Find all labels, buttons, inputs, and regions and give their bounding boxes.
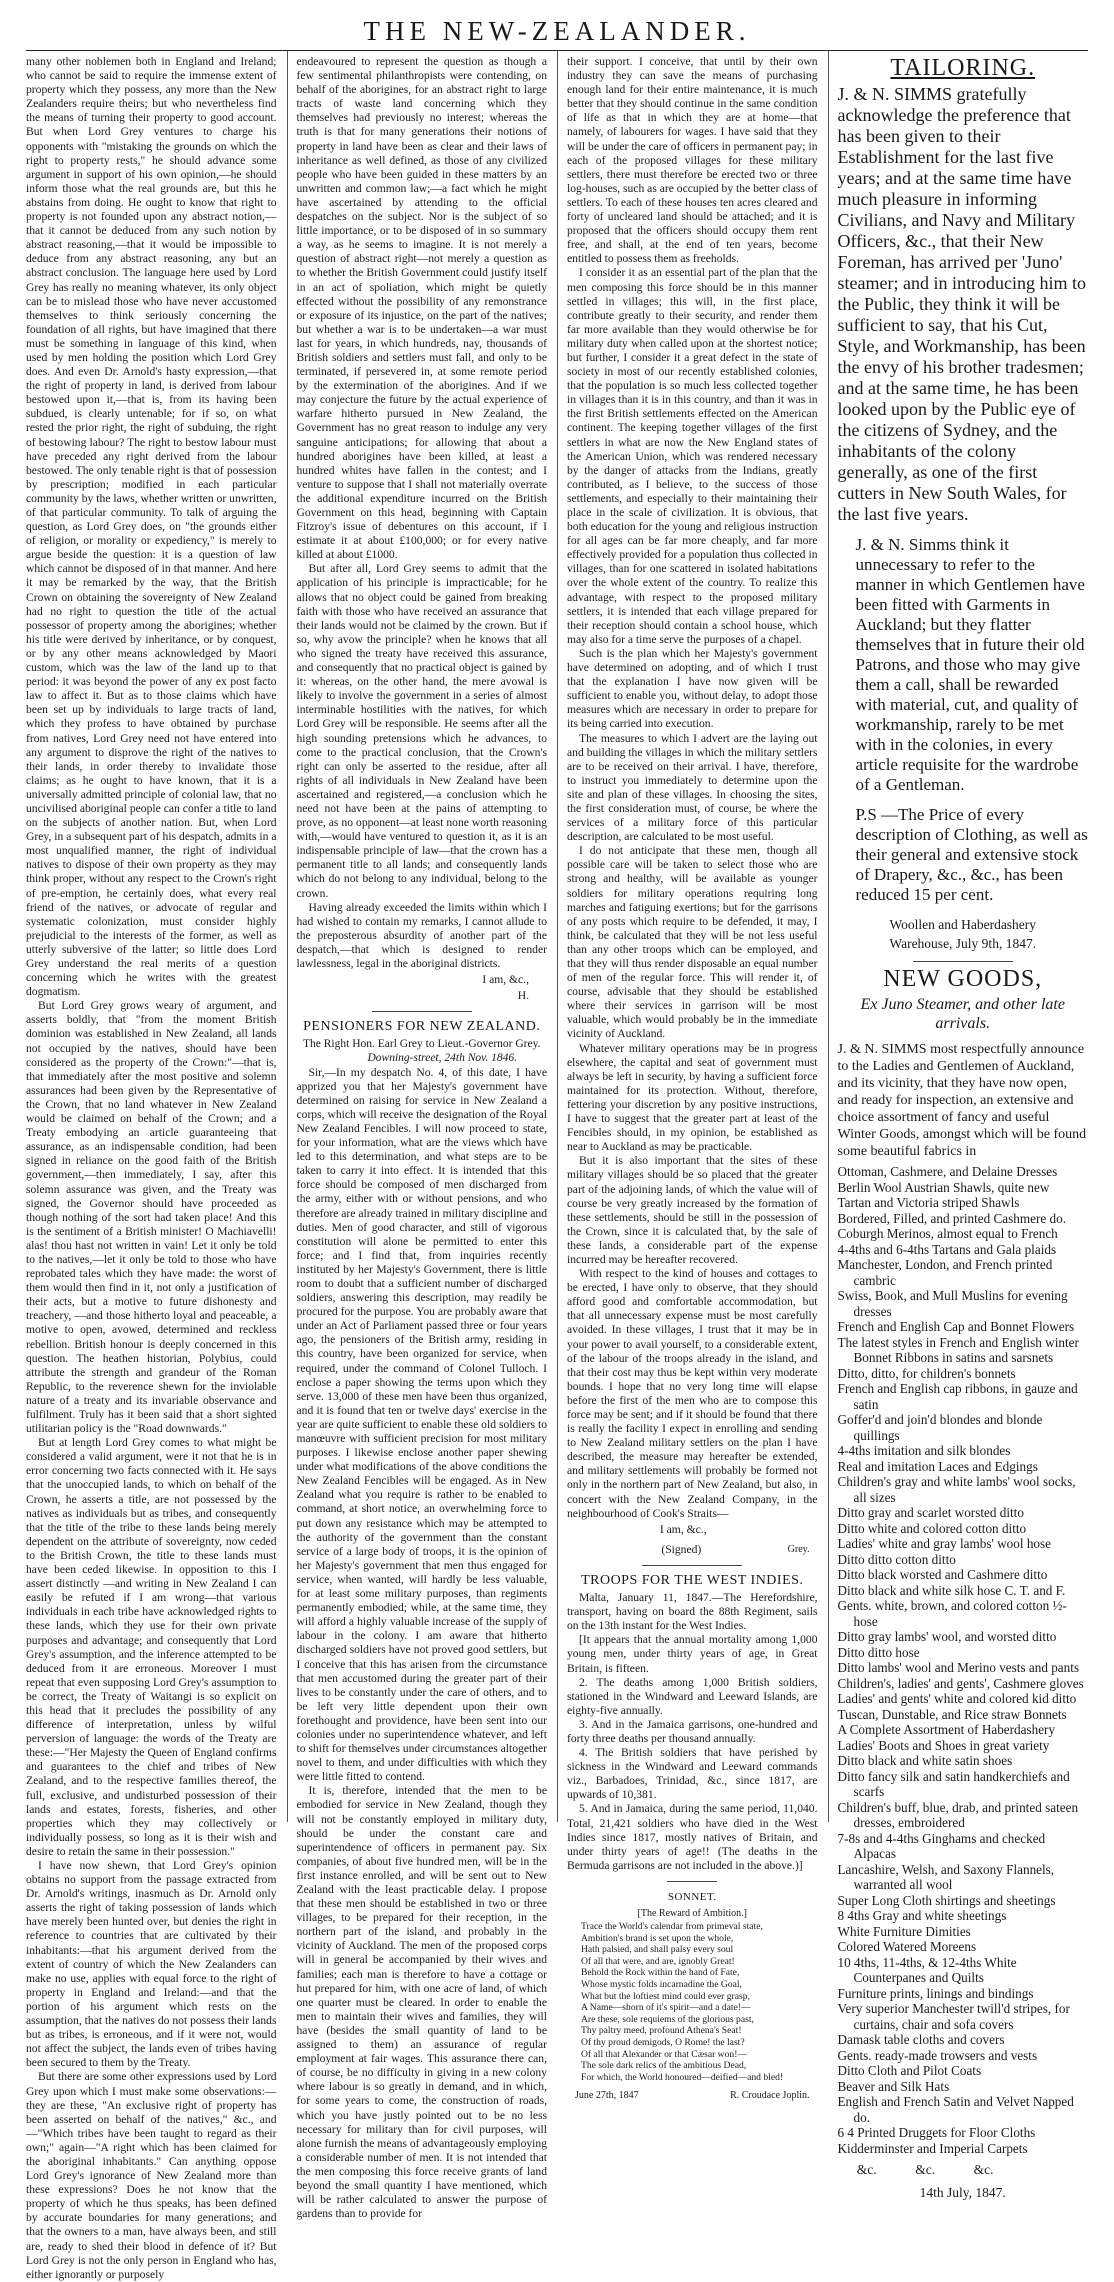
list-item: Bordered, Filled, and printed Cashmere do. <box>837 1210 1067 1226</box>
signature-label: (Signed) <box>661 1542 702 1556</box>
article-paragraph: 5. And in Jamaica, during the same period, 11,040. Total, 21,421 soldiers who have died in the West Indies since 1817, mostly natives of Britain, and under thirty years of age!! (The deaths in the Bermuda garrisons are not included in the above.)] <box>567 1802 818 1872</box>
goods-list <box>838 1164 1089 2156</box>
divider <box>667 1881 717 1882</box>
advert-date: Warehouse, July 9th, 1847. <box>889 936 1037 951</box>
list-item: 4-4ths and 6-4ths Tartans and Gala plaids <box>837 1241 1057 1257</box>
advert-heading: TAILORING. <box>890 55 1036 81</box>
divider <box>642 1565 742 1566</box>
column-3 <box>557 51 818 2102</box>
poem-body <box>581 1921 818 2083</box>
masthead: THE NEW-ZEALANDER. <box>363 16 751 46</box>
list-item: 7-8s and 4-4ths Ginghams and checked Alpacas <box>837 1830 1046 1861</box>
poem-line: Hath palsied, and shall palsy every soul <box>581 1944 734 1956</box>
list-item: 4-4ths imitation and silk blondes <box>837 1443 1011 1458</box>
list-item: Gents. white, brown, and colored cotton ½-hose <box>837 1598 1067 1629</box>
article-paragraph: But there are some other expressions used by Lord Grey upon which I must make some observations:—they are these, "An exclusive right of property has been asserted on behalf of the natives," &c., and—"Which tribes have been taught to regard as their own;" again—"A right which has been claimed for the aboriginal inhabitants." Can anything oppose Lord Grey's ignorance of New Zealand more than these expressions? Does he not know that the property of which he thus speaks, has been defined by accurate boundaries for many generations; and that the owners to a man, have always been, and still are, ready to shed their blood in defence of it? But Lord Grey is not the only person in England who has, either ignorantly or purposely <box>26 2070 277 2281</box>
poem-line: Are these, sole requiems of the glorious past, <box>581 2013 754 2025</box>
list-item: Kidderminster and Imperial Carpets <box>837 2140 1028 2156</box>
article-paragraph: I have now shewn, that Lord Grey's opinion obtains no support from the passage extracted from Dr. Arnold's writings, inasmuch as Dr. Arnold only asserts the right of taking possession of lands which have merely been hunted over, but denies the right in reference to countries that are cultivated by their inhabitants:—that his argument derived from the extent of country of which the New Zealanders can make no use, applies with equal force to the right of property in England and Ireland:—and that the portion of his argument which rests on the assumption, that the natives do not possess their lands but as tribes, is erroneous, and if it were not, would not affect the subject, the lands even of tribes having been secured to them by the Treaty. <box>26 1859 277 2070</box>
article-paragraph: But it is also important that the sites of these military villages should be so placed that the greater part of the adjoining lands, of which the value will of course be very greatly increased by the formation of these settlements, should be still in the possession of the Crown, since it is calculated that, by the sale of these lands, a considerable part of the expense incurred may be hereafter recovered. <box>567 1154 818 1266</box>
poem-author: R. Croudace Joplin. <box>730 2090 810 2102</box>
list-item: Ditto ditto hose <box>837 1644 920 1660</box>
letter-closing: I am, &c., <box>482 973 529 987</box>
list-item: Lancashire, Welsh, and Saxony Flannels, warranted all wool <box>837 1861 1055 1892</box>
poem-line: What but the loftiest mind could ever grasp, <box>581 1990 750 2002</box>
article-paragraph: But after all, Lord Grey seems to admit that the application of his principle is impracticable; for he allows that no object could be gained from breaking faith with those who have received an assurance that their lands would not be claimed by the crown. But if so, why avow the principle? when he knows that all who signed the treaty have received this assurance, and consequently that no practical object is gained by it: whereas, on the other hand, the mere avowal is likely to involve the government in a series of almost interminable hostilities with the natives, for which Lord Grey will be responsible. He seems after all the high sounding pretensions which he advances, to come to the practical conclusion, that the Crown's right can only be asserted to the residue, after all rights of all individuals in New Zealand have been ascertained and registered,—a conclusion which he need not have been at the pains of attempting to prove, as no opponent—at least none worth reasoning with,—would have ventured to question it, as it is an indispensable principle of law—that the crown has a permanent title to all lands; and consequently lands which do not belong to any individual, belong to the crown. <box>296 562 547 900</box>
article-paragraph: 2. The deaths among 1,000 British soldiers, stationed in the Windward and Leeward Islands, are eighty-five annually. <box>567 1675 818 1717</box>
article-paragraph: The measures to which I advert are the laying out and building the villages in which the military settlers are to be received on their arrival. I have, therefore, to instruct you immediately to determine upon the site and plan of these villages. In choosing the sites, the first consideration must, of course, be where the services of a military force of this particular description, are calculated to be most useful. <box>567 731 818 844</box>
article-paragraph: It is, therefore, intended that the men to be embodied for service in New Zealand, though they will not be constantly employed in military duty, should be under the constant care and superintendence of officers in permanent pay. Six companies, of about five hundred men, will be in the first instance enrolled, and will be sent out to New Zealand with the least practicable delay. I propose that these men should be established in two or three villages, to be prepared for their reception, in the northern part of the island, and probably in the vicinity of Auckland. The men of the proposed corps will in general be accompanied by their wives and families; each man is therefore to have a cottage or hut prepared for him, with one acre of land, of which one quarter must be cleared. In order to enable the men to maintain their wives and families, they will have (besides the small quantity of land to be assigned to them) an assurance of regular employment at fair wages. This assurance there can, of course, be no difficulty in giving in a new colony where labour is so greatly in demand, and in which, for some years to come, the construction of roads, which you have justly pointed out to be no less necessary for military than for civil purposes, will alone furnish the means of advantageously employing a considerable number of men. It is not intended that the men composing this force receive grants of land beyond the small quantity I have mentioned, which will be rather calculated to answer the purpose of gardens than to provide for <box>296 1784 547 2221</box>
signature-name: Grey. <box>787 1543 810 1555</box>
advert-postscript: P.S —The Price of every description of Clothing, as well as their general and extensive stock of Drapery, &c., &c., has been reduced 15 per cent. <box>855 805 1088 904</box>
list-item: Damask table cloths and covers <box>837 2032 1005 2047</box>
list-item: Ditto lambs' wool and Merino vests and pants <box>837 1660 1080 1675</box>
list-item: Goffer'd and join'd blondes and blonde quillings <box>837 1412 1043 1443</box>
list-item: 8 4ths Gray and white sheetings <box>837 1908 1007 1923</box>
advert-body: J. & N. Simms think it unnecessary to refer to the manner in which Gentlemen have been fitted with Garments in Auckland; but they flatter themselves that in future their old Patrons, and those who may give them a call, shall be rewarded with material, cut, and quality of workmanship, rarely to be met with in the colonies, in every article requisite for the wardrobe of a Gentleman. <box>855 535 1085 794</box>
etc-mark: &c. <box>915 2162 936 2177</box>
etc-mark: &c. <box>856 2162 877 2177</box>
poem-line: A Name—shorn of it's spirit—and a date!— <box>581 2002 751 2014</box>
poem-title: SONNET. <box>667 1890 717 1903</box>
list-item: White Furniture Dimities <box>837 1923 971 1939</box>
article-paragraph: many other noblemen both in England and Ireland; who cannot be said to require the immense extent of property which they possess, any more than the New Zealanders require theirs; but who nevertheless find the means of turning their property to good account. But when Lord Grey ventures to charge his opponents with "mistaking the grounds on which the right to property rests," he should advance some argument in support of his own opinion,—he should inform those what the real grounds are, but this he abstains from doing. He ought to know that right to property is not founded upon any abstract notion,—that it cannot be deduced from any such notion by abstract reasoning,—that it would be impossible to deduce from any abstract reasoning, any but an abstract conclusion. The language here used by Lord Grey has really no meaning whatever, its only object can be to mislead those who have never accustomed themselves to think seriously concerning the foundation of all rights, but have imagined that there must be something in language of this kind, when used by men holding the position which Lord Grey does. And even Dr. Arnold's hasty expression,—that the right of property in land, is derived from labour bestowed upon it,—that is, from its having been subdued, is clearly untenable; for if so, on what rested the prior right, the right of subduing, the right of bestowing labour? The right to bestow labour must have preceded any right derived from the labour bestowed. The only tenable right is that of possession by prescription; modified in each particular community by the laws, whether written or unwritten, of that particular community. To talk of arguing the question, as Lord Grey does, on "the grounds either of religion, or morality or expediency," is merely to argue beside the question: it is a question of law which cannot be disposed of in that manner. And here it may be remarked by the way, that the British Crown on obtaining the sovereignty of New Zealand had no right to question the title of the actual possessor of property among the aborigines; whether his title were derived by inheritance, or by conquest, or by any other means acknowledged by Maori custom, which was the law of the land up to that period: it was beyond the power of any ex post facto law to affect it. But as to those claims which have been set up by individuals to large tracts of land, which they profess to have obtained by purchase from natives, Lord Grey need not have entered into any argument to disprove the right of the natives to their lands, in order thereby to invalidate those claims; as he ought to have known, that it is a universally admitted principle of colonial law, that no uncivilised aboriginal people can confer a title to land on the subjects of another nation. But, when Lord Grey, in a subsequent part of his despatch, admits in a most unqualified manner, the right of individual natives to dispose of their own property as they may think proper, without any respect to the Crown's right of pre-emption, he certainly does, what every real friend of the natives, or advocate of regular and systematic colonization, must consider highly prejudicial to the interests of the former, as well as utterly subversive of the latter; so little does Lord Grey understand the real merits of a question concerning which he writes with the greatest dogmatism. <box>26 55 277 999</box>
advert-heading: NEW GOODS, <box>883 966 1043 992</box>
etc-row <box>838 2160 1013 2179</box>
article-paragraph: But at length Lord Grey comes to what might be considered a valid argument, were it not that he is in error concerning two facts connected with it. He says that the unoccupied lands, to which on behalf of the Crown, he asserts a title, are not possessed by the natives as individuals but as tribes, and consequently that the title of the tribe to these lands being merely dependent on the attribute of sovereignty, now ceded to the British Crown, the title to these lands must have been ceded likewise. In opposition to this I assert distinctly —and writing in New Zealand I can easily be refuted if I am wrong—that various individuals in each tribe have acknowledged rights to these lands, which they use for their own private purposes and advantage; and consequently that Lord Grey's assumption, and the inference attempted to be deduced from it are erroneous. Moreover I must repeat that even supposing Lord Grey's assumption to be correct, the Treaty of Waitangi is so explicit on this head that it precludes the possibility of any difference of interpretation, unless by wilful perversion of language: the words of the Treaty are these:—"Her Majesty the Queen of England confirms and guarantees to the chief and tribes of New Zealand, and to the respective families thereof, the full, exclusive, and undisturbed possession of their lands and estates, forests, fisheries, and other properties which they may collectively or individually possess, so long as it is their wish and desire to retain the same in their possession." <box>26 1436 277 1858</box>
poem-line: Of all that were, and are, ignobly Great! <box>581 1955 735 1967</box>
list-item: Ditto ditto cotton ditto <box>837 1551 956 1567</box>
article-paragraph: Such is the plan which her Majesty's government have determined on adopting, and of which I trust that the explanation I have now given will be sufficient to enable you, without delay, to adopt those measures which are necessary in order to prepare for its being carried into execution. <box>567 646 818 731</box>
list-item: Ditto fancy silk and satin handkerchiefs and scarfs <box>837 1768 1070 1799</box>
list-item: A Complete Assortment of Haberdashery <box>837 1722 1056 1737</box>
article-paragraph: Whatever military operations may be in progress elsewhere, the capital and seat of government must always be left in security, by having a sufficient force maintained for its protection. Without, therefore, fettering your discretion by any positive instructions, I have to suggest that the greater part at least of the Fencibles should, in my opinion, be established as near to Auckland as may be practicable. <box>567 1041 818 1154</box>
advert-intro: J. & N. SIMMS most respectfully announce to the Ladies and Gentlemen of Auckland, and its vicinity, that they have now open, and ready for inspection, an extensive and choice assortment of fancy and useful Winter Goods, amongst which will be found some beautiful fabrics in <box>837 1042 1087 1159</box>
list-item: Ladies' Boots and Shoes in great variety <box>837 1737 1050 1753</box>
list-item: Children's, ladies' and gents', Cashmere gloves <box>837 1675 1084 1691</box>
list-item: Manchester, London, and French printed cambric <box>837 1257 1053 1288</box>
poem-date: June 27th, 1847 <box>575 2090 639 2102</box>
poem-line: Of all that Alexander or that Cæsar won!— <box>581 2048 747 2060</box>
list-item: Tuscan, Dunstable, and Rice straw Bonnets <box>837 1706 1067 1722</box>
article-paragraph: Sir,—In my despatch No. 4, of this date, I have apprized you that her Majesty's government have determined on raising for service in New Zealand a corps, which will receive the designation of the Royal New Zealand Fencibles. I will now proceed to state, for your information, what are the views which have led to this determination, and what steps are to be taken to carry it into effect. It is intended that this force should be composed of men discharged from the army, either with or without pensions, and who therefore are already trained in military discipline and duties. Men of good character, and still of vigorous constitution will alone be permitted to enter this force; and I find that, from inquiries recently instituted by her Majesty's Government, there is little room to doubt that a sufficient number of discharged soldiers, answering this description, may readily be procured for the purpose. You are probably aware that under an Act of Parliament passed three or four years ago, the pensioners of the British army, residing in this country, have been organized for service, when required, under the command of Colonel Tulloch. I enclose a paper showing the terms upon which they serve. 13,000 of these men have been thus organized, and it is found that ten or twelve days' exercise in the year are quite sufficient to enable these old soldiers to manœuvre with sufficient precision for most military purposes. I likewise enclose another paper shewing under what modifications of the above conditions the New Zealand Fencibles will be engaged. As in New Zealand what you require is rather to be enabled to command, at short notice, an overwhelming force to put down any resistance which may be attempted to the authority of the government than the constant service of a large body of troops, it is the opinion of her Majesty's government that men thus engaged for service, when wanted, will hardly be less valuable, for at least some military purposes, than regiments permanently embodied; while, at the same time, they will afford a highly valuable increase of the supply of labour in the colony. I am aware that hitherto discharged soldiers have not proved good settlers, but I conceive that this has arisen from the circumstance that men accustomed during the greater part of their lives to be constantly under the care of others, and to be left very little dependent upon their own forethought and providence, have been sent into our colonies under no superintendence whatever, and left to shift for themselves under circumstances altogether novel to them, and under difficulties with which they were little fitted to contend. <box>296 1065 547 1784</box>
list-item: Colored Watered Moreens <box>837 1939 977 1954</box>
poem-line: For which, the World honoured—deified—and bled! <box>581 2071 784 2083</box>
poem-line: Of thy proud demigods, O Rome! the last? <box>581 2037 745 2049</box>
list-item: Real and imitation Laces and Edgings <box>837 1458 1038 1474</box>
article-paragraph: endeavoured to represent the question as though a few sentimental philanthropists were contending, on behalf of the aborigines, for an abstract right to large tracts of waste land concerning which they themselves had previously no interest; whereas the truth is that for many generations their notions of property in land have been as clear and their laws of inheritance as well defined, as those of any civilized people who have been guided in these matters by an unwritten and common law;—a fact which he might have ascertained by attending to the official despatches on the subject. Nor is the subject of so little importance, or to be disposed of in so summary a way, as he seems to imagine. It is not merely a question of abstract right—not merely a question as to whether the British Government could justify itself in an act of spoliation, which might be quietly effected without the possibility of any remonstrance or exposure of its injustice, on the part of the natives; but whether a war is to be undertaken—a war must last for years, in which hundreds, nay, thousands of British soldiers and settlers must fall, and only to be terminated, if persevered in, at some remote period by the extermination of the aborigines. And if we may conjecture the future by the actual experience of warfare hitherto pursued in New Zealand, the Government has no great reason to indulge any very sanguine anticipations; for allowing that about a hundred aborigines have been killed, at least a hundred whites have fallen in the contest; and I venture to suppose that I shall not materially overrate the additional expenditure incurred on the British Government on this head, beginning with Captain Fitzroy's issue of debentures on this account, if I estimate it at about £100,000; or for every native killed at about £1000. <box>296 55 547 562</box>
article-paragraph: Malta, January 11, 1847.—The Herefordshire, transport, having on board the 88th Regiment, sails on the 13th instant for the West Indies. <box>567 1591 818 1633</box>
list-item: 10 4ths, 11-4ths, & 12-4ths White Counterpanes and Quilts <box>837 1954 1017 1985</box>
article-heading: TROOPS FOR THE WEST INDIES. <box>581 1572 804 1588</box>
column-2 <box>287 51 548 2221</box>
poem-footer <box>575 2089 810 2103</box>
advert-store: Woollen and Haberdashery <box>889 917 1037 932</box>
list-item: Ladies' and gents' white and colored kid ditto <box>837 1691 1077 1706</box>
poem-line: Behold the Rock within the hand of Fate, <box>581 1967 740 1979</box>
list-item: Beaver and Silk Hats <box>837 2078 950 2094</box>
divider <box>372 1011 472 1012</box>
article-dateline: Downing-street, 24th Nov. 1846. <box>367 1052 517 1065</box>
article-paragraph: I do not anticipate that these men, though all possible care will be taken to select those who are strong and healthy, will be available as younger soldiers for military operations requiring long marches and fatiguing exertions; but for the garrisons of any posts which require to be defended, it may, I think, be calculated that they will be not less useful than any other troops which can be employed, and that they will thus render disposable an equal number of men of the regular force. This will render it, of course, advisable that they should be established where their services in garrison will be most valuable, which would probably be in the immediate vicinity of Auckland. <box>567 844 818 1041</box>
list-item: 6 4 Printed Druggets for Floor Cloths <box>837 2125 1036 2140</box>
list-item: Gents. ready-made trowsers and vests <box>837 2047 1038 2063</box>
signature-row <box>575 1543 810 1557</box>
article-paragraph: Having already exceeded the limits within which I had wished to contain my remarks, I cannot allude to the preposterous absurdity of another part of the despatch,—that which is designed to render lawlessness, legal in the aboriginal districts. <box>296 900 547 970</box>
advert-subheading: Ex Juno Steamer, and other late arrivals. <box>860 996 1065 1032</box>
letter-initial: H. <box>517 989 529 1003</box>
list-item: Tartan and Victoria striped Shawls <box>837 1195 1020 1210</box>
list-item: Children's buff, blue, drab, and printed sateen dresses, embroidered <box>837 1799 1079 1830</box>
list-item: Ditto black and white satin shoes <box>837 1753 1013 1768</box>
article-paragraph: [It appears that the annual mortality among 1,000 young men, under thirty years of age, in Great Britain, is fifteen. <box>567 1633 818 1675</box>
article-paragraph: With respect to the kind of houses and cottages to be erected, I have only to observe, that they should afford good and comfortable accommodation, but that all unnecessary expense must be most carefully avoided. In these villages, I trust that it may be in your power to avail yourself, to a considerable extent, of the labour of the troops already in the island, and that their cost may thus be kept within very moderate bounds. I hope that no very long time will elapse before the first of the men who are to compose this force may be sent; and if it should be found that there is really the facility I expect in enrolling and sending to New Zealand military settlers on the plan I have described, the measure may hereafter be extended, and military settlements will probably be formed not only in the northern part of New Zealand, but also, in concert with the New Zealand Company, in the neighbourhood of Cook's Straits— <box>567 1267 818 1520</box>
list-item: Berlin Wool Austrian Shawls, quite new <box>837 1179 1050 1195</box>
list-item: Ottoman, Cashmere, and Delaine Dresses <box>837 1164 1058 1179</box>
list-item: Ditto white and colored cotton ditto <box>837 1520 1027 1536</box>
list-item: Super Long Cloth shirtings and sheetings <box>837 1892 1056 1908</box>
column-1 <box>26 51 277 2281</box>
list-item: French and English Cap and Bonnet Flowers <box>837 1319 1075 1334</box>
poem-line: Whose mystic folds incarnadine the Goal, <box>581 1979 742 1991</box>
list-item: Ditto Cloth and Pilot Coats <box>837 2063 982 2078</box>
advert-date: 14th July, 1847. <box>919 2185 1006 2200</box>
list-item: Swiss, Book, and Mull Muslins for evening dresses <box>837 1288 1068 1319</box>
list-item: French and English cap ribbons, in gauze and satin <box>837 1381 1078 1412</box>
list-item: Furniture prints, linings and bindings <box>837 1985 1034 2001</box>
list-item: English and French Satin and Velvet Napped do. <box>837 2094 1074 2125</box>
list-item: Coburgh Merinos, almost equal to French <box>837 1226 1058 1241</box>
list-item: Ditto, ditto, for children's bonnets <box>837 1365 1016 1381</box>
list-item: Ditto gray and scarlet worsted ditto <box>837 1505 1024 1520</box>
columns <box>26 50 1088 2281</box>
poem-line: The sole dark relics of the ambitious Dead, <box>581 2060 747 2072</box>
letter-closing: I am, &c., <box>659 1522 707 1536</box>
advert-body: J. & N. SIMMS gratefully acknowledge the preference that has been given to their Establishment for the last five years; and at the same time have much pleasure in informing Civilians, and Navy and Military Officers, &c., that their New Foreman, has arrived per 'Juno' steamer; and in introducing him to the Public, they think it will be sufficient to say, that his Cut, Style, and Workmanship, has been the envy of his brother tradesmen; and at the same time, he has been looked upon by the Public eye of the citizens of Sydney, and the inhabitants of the colony generally, as one of the first cutters in New South Wales, for the last five years. <box>837 84 1086 524</box>
poem-line: Ambition's brand is set upon the whole, <box>581 1932 734 1944</box>
article-heading: PENSIONERS FOR NEW ZEALAND. <box>303 1019 541 1035</box>
etc-mark: &c. <box>973 2162 994 2177</box>
divider <box>913 961 1013 962</box>
list-item: Children's gray and white lambs' wool socks, all sizes <box>837 1474 1076 1505</box>
poem-line: Trace the World's calendar from primeval state, <box>581 1921 763 1933</box>
list-item: Ditto black and white silk hose C. T. and F. <box>837 1582 1066 1598</box>
article-byline: The Right Hon. Earl Grey to Lieut.-Governor Grey. <box>303 1038 541 1051</box>
article-paragraph: their support. I conceive, that until by their own industry they can save the means of purchasing enough land for their entire maintenance, it is much better that they should continue in the same condition of life as that in which they are at home—that namely, of labourers for wages. I have said that they will be under the care of officers in permanent pay; in each of the proposed villages for these military settlers, there must therefore be erected two or three log-houses, such as are occupied by the better class of settlers. To each of these houses ten acres cleared and forty of uncleared land should be attached; and it is proposed that the officers should occupy them rent free, and shall, at the end of ten years, become entitled to possess them as freeholds. <box>567 55 818 266</box>
poem-subtitle: [The Reward of Ambition.] <box>637 1908 747 1919</box>
list-item: Ditto black worsted and Cashmere ditto <box>837 1567 1048 1582</box>
poem-line: Thy paltry meed, profound Athena's Seat! <box>581 2025 742 2037</box>
list-item: The latest styles in French and English winter Bonnet Ribbons in satins and sarsnets <box>837 1334 1079 1365</box>
article-paragraph: 4. The British soldiers that have perished by sickness in the Windward and Leeward commands viz., Barbadoes, Trinidad, &c., since 1817, are upwards of 10,381. <box>567 1746 818 1802</box>
list-item: Ditto gray lambs' wool, and worsted ditto <box>837 1629 1057 1644</box>
article-paragraph: I consider it as an essential part of the plan that the men composing this force should be in this manner settled in villages; this will, in the first place, contribute greatly to their security, and render them far more available than they would otherwise be for military duty when called upon at the shortest notice; but further, I consider it a great defect in the state of society in most of our recently established colonies, that the population is so much less collected together in villages than it is in this country, and than it was in the first British settlements effected on the American continent. The keeping together villages of the first settlers in what are now the New England states of the American Union, which was rendered necessary by the danger of attacks from the Indians, greatly contributed, as I believe, to the success of those settlements, and especially to their maintaining their place in the scale of civilization. It is obvious, that both education for the young and religious instruction for all ages can be far more cheaply, and far more effectively provided for a population thus collected in villages, than for one scattered in isolated habitations over the whole extent of the country. To realize this advantage, with respect to the proposed military settlers, it is intended that each village prepared for their reception should contain a school house, which may also for a time serve the purposes of a chapel. <box>567 266 818 646</box>
list-item: Very superior Manchester twill'd stripes, for curtains, chair and sofa covers <box>837 2001 1070 2032</box>
column-4-advertisements <box>828 51 1089 2200</box>
article-paragraph: But Lord Grey grows weary of argument, and asserts boldly, that "from the moment British dominion was established in New Zealand, all lands not occupied by the natives, should have been considered as the property of the Crown:"—that is, that immediately after the most positive and solemn assurances had been given by the Representative of the Crown, that no land whatever in New Zealand would be claimed on behalf of the Crown; and a Treaty embodying an article guaranteeing that assurance, as an indispensable condition, had been signed in reliance on the good faith of the British government,—then immediately, I say, after this solemn assurance was given, and the Treaty was signed, the Governor should have proceeded as though nothing of the sort had taken place! And this is the sentiment of a British minister! O Machiavelli! alas! thou hast not written in vain! Let it only be told to the natives,—let it only be told to those who have reprobated tales which they have made: the worst of them would then find in it, not only a justification of their acts, but a motive to future dishonesty and treachery, —and those hitherto loyal and peaceable, a motive to open, avowed, determined and reckless rebellion. British honour is deeply concerned in this question. The heathen historian, Polybius, could attribute the strength and grandeur of the Roman Republic, to the reverence shewn for the inviolable nature of a treaty and its invariable observance and fulfilment. Truly has it been said that a short sighted utilitarian policy is the "Road downwards." <box>26 999 277 1436</box>
article-paragraph: 3. And in the Jamaica garrisons, one-hundred and forty three deaths per thousand annually. <box>567 1717 818 1745</box>
list-item: Ladies' white and gray lambs' wool hose <box>837 1536 1052 1551</box>
